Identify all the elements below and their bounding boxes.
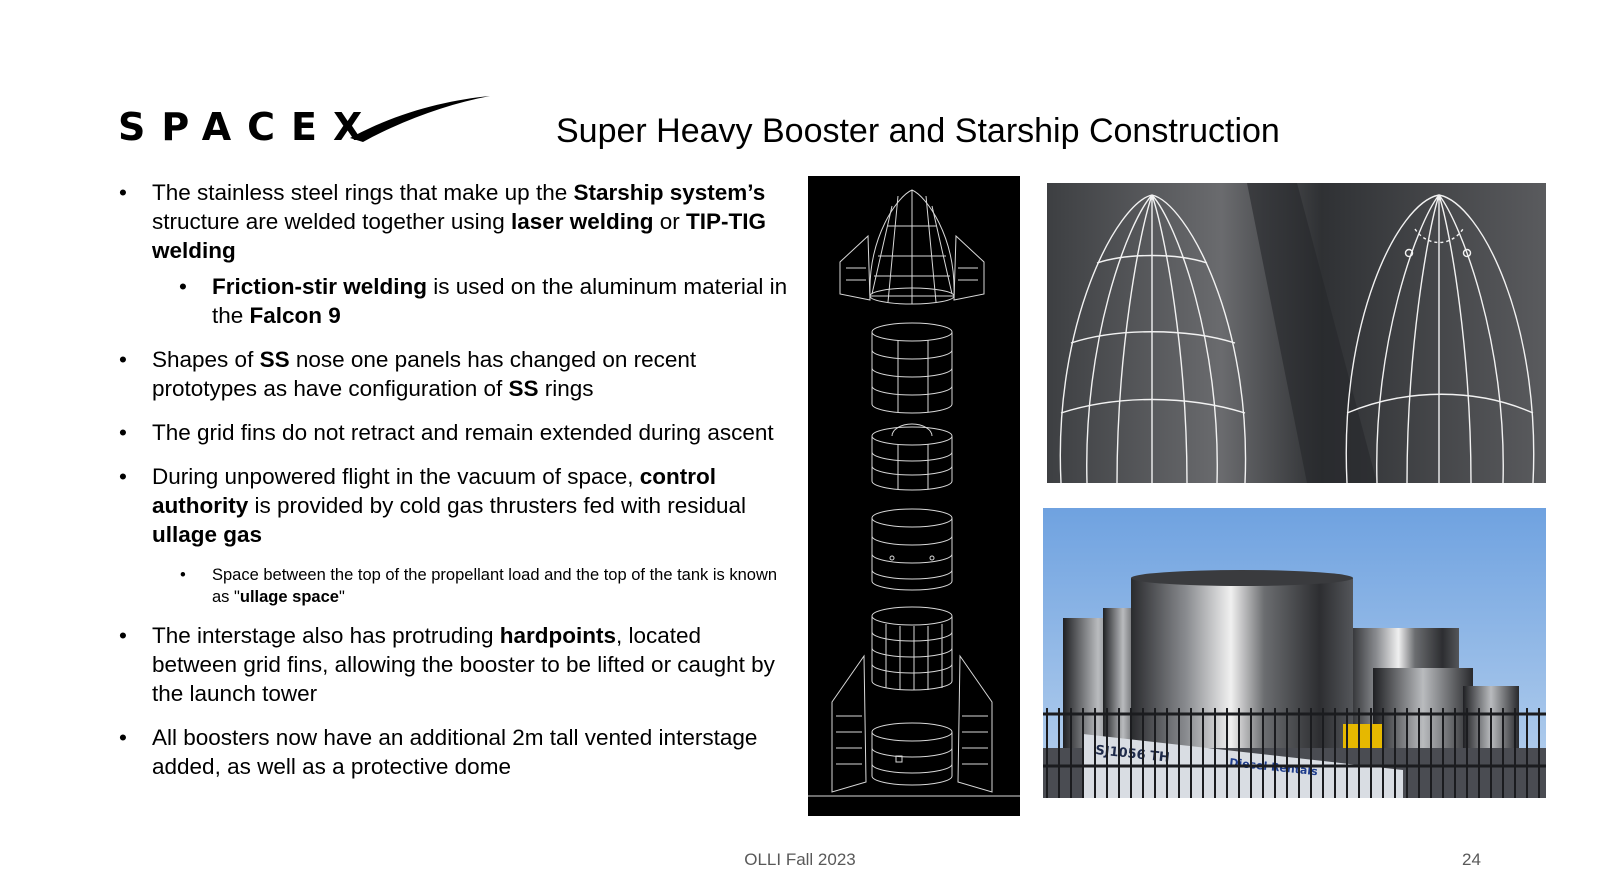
bold-text: Starship system’s xyxy=(573,180,766,205)
slide-title: Super Heavy Booster and Starship Construction xyxy=(556,112,1280,150)
bold-text: laser welding xyxy=(510,209,654,234)
text-run: The grid fins do not retract and remain extended during ascent xyxy=(152,420,774,445)
bullet-item xyxy=(118,345,790,403)
bold-text: ullage gas xyxy=(152,522,263,547)
text-run: The stainless steel rings that make up the xyxy=(152,180,574,205)
bullet-item xyxy=(118,462,790,549)
svg-text:SPACEX: SPACEX xyxy=(118,105,379,148)
bold-text: ullage space xyxy=(239,588,339,606)
text-run: rings xyxy=(538,376,594,401)
bullet-item xyxy=(118,621,790,708)
text-run: Shapes of xyxy=(152,347,260,372)
text-run: " xyxy=(338,588,345,606)
text-run: During unpowered flight in the vacuum of space, xyxy=(152,464,640,489)
footer-text: OLLI Fall 2023 xyxy=(744,850,856,869)
bold-text: SS xyxy=(259,347,290,372)
tank-marking-sj1056: SJ1056 TH xyxy=(1094,743,1171,766)
text-run: is provided by cold gas thrusters fed with residual xyxy=(248,493,747,518)
bold-text: SS xyxy=(508,376,539,401)
text-run: , located between grid fins, allowing the booster to be lifted or caught by the launch tower xyxy=(152,623,775,706)
spacex-logo xyxy=(118,94,498,148)
text-run: nose one panels has changed on recent prototypes as have configuration of xyxy=(152,347,697,401)
text-run: All boosters now have an additional 2m tall vented interstage added, as well as a protective dome xyxy=(152,725,758,779)
bullet-list xyxy=(118,178,790,796)
bullet-item xyxy=(118,418,790,447)
text-run: Space between the top of the propellant load and the top of the tank is known as " xyxy=(212,566,778,606)
bullet-item xyxy=(118,723,790,781)
bold-text: hardpoints xyxy=(499,623,616,648)
booster-tank-rings-photo xyxy=(1043,508,1546,798)
note-bullet-item xyxy=(118,564,790,608)
text-run: The interstage also has protruding xyxy=(152,623,500,648)
starship-rings-diagram xyxy=(808,176,1020,816)
bold-text: Falcon 9 xyxy=(249,303,341,328)
bullet-item xyxy=(118,178,790,265)
text-run: or xyxy=(653,209,687,234)
bold-text: control authority xyxy=(152,464,717,518)
nose-cone-panels-photo xyxy=(1047,183,1546,483)
bold-text: TIP-TIG welding xyxy=(152,209,767,263)
diesel-rentals-marking: Diesel Rentals xyxy=(1228,756,1319,779)
sub-bullet-item xyxy=(118,272,790,330)
page-number: 24 xyxy=(1462,850,1481,869)
bold-text: Friction-stir welding xyxy=(212,274,428,299)
text-run: structure are welded together using xyxy=(152,209,511,234)
text-run: is used on the aluminum material in the xyxy=(212,274,788,328)
